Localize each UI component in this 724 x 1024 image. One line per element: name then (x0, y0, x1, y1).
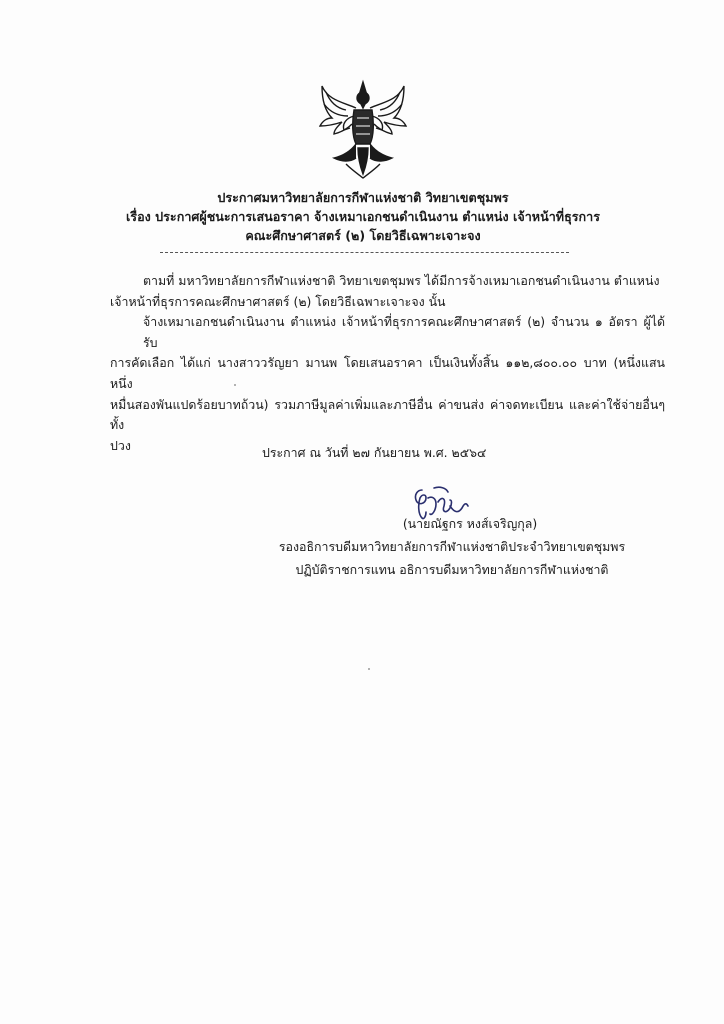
scan-speck (234, 384, 236, 386)
announcement-date: ประกาศ ณ วันที่ ๒๗ กันยายน พ.ศ. ๒๕๖๔ (262, 445, 487, 460)
paragraph-1 (110, 271, 665, 312)
paragraph-2-line-1: จ้างเหมาเอกชนดำเนินงาน ตำแหน่ง เจ้าหน้าที่ธุรการคณะศึกษาศาสตร์ (๒) จำนวน ๑ อัตรา ผู้ได้รับ (143, 314, 665, 350)
signatory-position: รองอธิการบดีมหาวิทยาลัยการกีฬาแห่งชาติประจำวิทยาเขตชุมพร (278, 539, 626, 554)
header-subject: เรื่อง ประกาศผู้ชนะการเสนอราคา จ้างเหมาเอกชนดำเนินงาน ตำแหน่ง เจ้าหน้าที่ธุรการ (126, 209, 600, 224)
announcement-body (110, 271, 665, 456)
announcement-header (100, 188, 626, 245)
paragraph-1-line-1: ตามที่ มหาวิทยาลัยการกีฬาแห่งชาติ วิทยาเขตชุมพร ได้มีการจ้างเหมาเอกชนดำเนินงาน ตำแหน่ง (143, 273, 660, 288)
garuda-emblem-icon (316, 78, 410, 182)
header-title: ประกาศมหาวิทยาลัยการกีฬาแห่งชาติ วิทยาเขตชุมพร (217, 190, 509, 205)
dashed-divider (160, 252, 569, 253)
signatory-name: (นายณัฐกร หงส์เจริญกุล) (402, 516, 538, 531)
signatory-acting-position: ปฏิบัติราชการแทน อธิการบดีมหาวิทยาลัยการกีฬาแห่งชาติ (295, 562, 609, 577)
paragraph-1-line-2: เจ้าหน้าที่ธุรการคณะศึกษาศาสตร์ (๒) โดยวิธีเฉพาะเจาะจง นั้น (110, 293, 446, 309)
paragraph-2 (110, 312, 665, 456)
paragraph-2-line-4: ปวง (110, 437, 131, 453)
scan-speck (368, 668, 370, 670)
signatory-block (272, 512, 632, 581)
paragraph-2-line-2: การคัดเลือก ได้แก่ นางสาววรัญยา มานพ โดยเสนอราคา เป็นเงินทั้งสิ้น ๑๑๒,๘๐๐.๐๐ บาท (หนึ่งแสนหนึ่ง (110, 355, 665, 391)
header-subject-cont: คณะศึกษาศาสตร์ (๒) โดยวิธีเฉพาะเจาะจง (245, 228, 481, 243)
paragraph-2-line-3: หมื่นสองพันแปดร้อยบาทถ้วน) รวมภาษีมูลค่าเพิ่มและภาษีอื่น ค่าขนส่ง ค่าจดทะเบียน และค่าใช้จ่ายอื่นๆ ทั้ง (110, 396, 665, 433)
